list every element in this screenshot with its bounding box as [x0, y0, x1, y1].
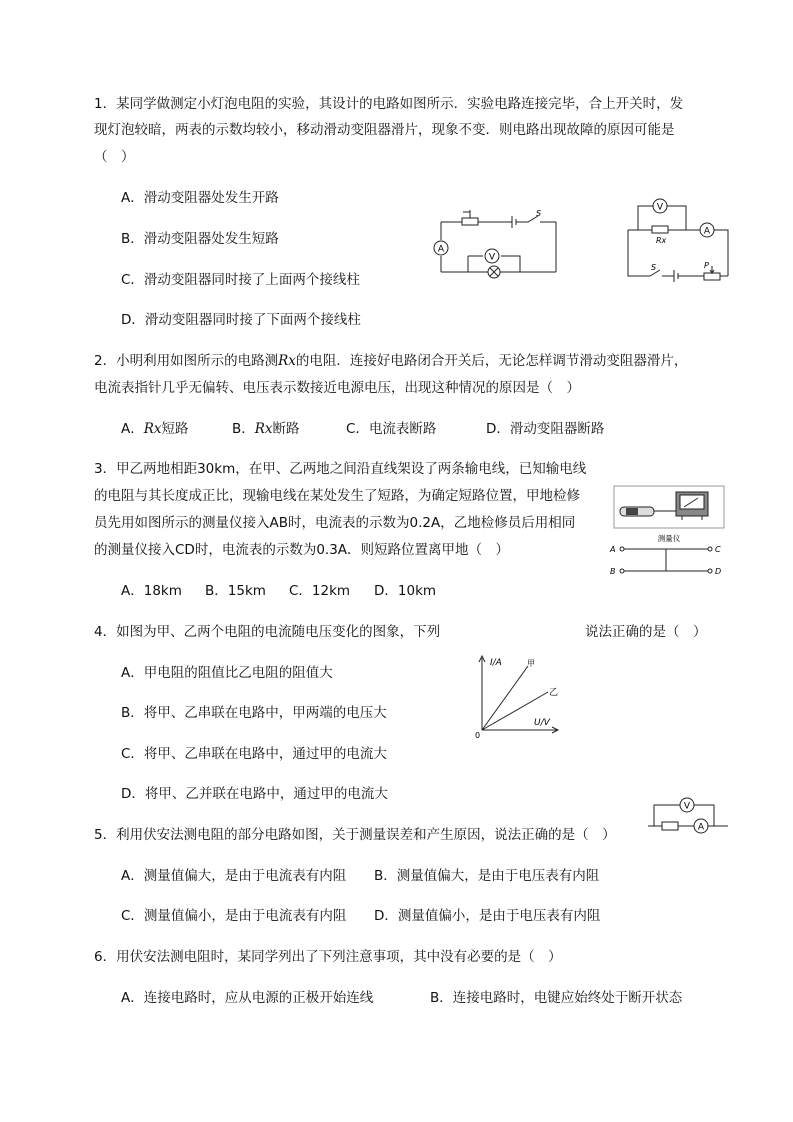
q1-option-c[interactable]: C．滑动变阻器同时接了上面两个接线柱 [121, 272, 360, 288]
q1-ammeter-icon [434, 241, 448, 255]
q3-text-line2: 的电阻与其长度成正比，现输电线在某处发生了短路，为确定短路位置，甲地检修 [94, 488, 580, 504]
q3-text-line4: 的测量仪接入CD时，电流表的示数为0.3A．则短路位置离甲地（ ） [94, 542, 510, 558]
svg-text:A: A [437, 244, 445, 255]
q5-option-a[interactable]: A．测量值偏大，是由于电流表有内阻 [121, 868, 347, 884]
q2-resistor-label: Rx [656, 236, 667, 245]
q6-text-line1: 6．用伏安法测电阻时，某同学列出了下列注意事项，其中没有必要的是（ ） [94, 949, 562, 965]
q1-lamp-icon [488, 266, 500, 278]
q1-text-line1: 1．某同学做测定小灯泡电阻的实验，其设计的电路如图所示．实验电路连接完毕，合上开关时，发 [94, 96, 684, 112]
q2-option-d[interactable]: D．滑动变阻器断路 [486, 421, 605, 437]
q3-option-d[interactable]: D．10km [374, 583, 437, 599]
q3-text-line3: 员先用如图所示的测量仪接入AB时，电流表的示数为0.2A，乙地检修员后用相同 [94, 515, 576, 531]
q3-option-c[interactable]: C．12km [289, 583, 351, 599]
q3-option-a[interactable]: A．18km [121, 583, 182, 599]
q5-text-line1: 5．利用伏安法测电阻的部分电路如图，关于测量误差和产生原因，说法正确的是（ ） [94, 827, 616, 843]
q4-y-axis-label: I/A [490, 658, 502, 668]
q5-option-b[interactable]: B．测量值偏大，是由于电压表有内阻 [374, 868, 600, 884]
q4-option-c[interactable]: C．将甲、乙串联在电路中，通过甲的电流大 [121, 746, 387, 762]
q1-switch-label: S [536, 209, 542, 218]
q4-origin-label: 0 [475, 731, 481, 740]
q4-option-d[interactable]: D．将甲、乙并联在电路中，通过甲的电流大 [121, 786, 388, 802]
q1-option-a[interactable]: A．滑动变阻器处发生开路 [121, 190, 279, 206]
q6-option-b[interactable]: B．连接电路时，电键应始终处于断开状态 [430, 990, 683, 1006]
q2-option-c[interactable]: C．电流表断路 [346, 421, 437, 437]
q2-text-line1: 2．小明利用如图所示的电路测Rx的电阻．连接好电路闭合开关后，无论怎样调节滑动变阻器滑片， [94, 353, 688, 369]
q2-voltmeter-icon [653, 199, 667, 213]
q3-terminal-c: C [715, 545, 721, 554]
q3-figure [606, 484, 732, 580]
q6-option-a[interactable]: A．连接电路时，应从电源的正极开始连线 [121, 990, 374, 1006]
q4-text-line1a: 4．如图为甲、乙两个电阻的电流随电压变化的图象，下列 [94, 624, 441, 640]
q4-series-yi-label: 乙 [549, 688, 559, 698]
q5-circuit-diagram [644, 796, 732, 836]
q1-option-b[interactable]: B．滑动变阻器处发生短路 [121, 231, 279, 247]
q3-terminal-a: A [610, 545, 616, 554]
q3-option-b[interactable]: B．15km [205, 583, 266, 599]
q4-option-b[interactable]: B．将甲、乙串联在电路中，甲两端的电压大 [121, 705, 387, 721]
q4-line-jia [482, 666, 528, 730]
q5-ammeter-icon [694, 819, 708, 833]
svg-text:A: A [697, 822, 705, 833]
q4-text-line1b: 说法正确的是（ ） [585, 624, 707, 640]
svg-text:V: V [683, 801, 691, 812]
q4-series-jia-label: 甲 [527, 659, 535, 668]
q2-switch-label: S [651, 263, 657, 272]
q3-terminal-d: D [715, 567, 722, 576]
q1-circuit-diagram [428, 204, 564, 284]
q1-option-d[interactable]: D．滑动变阻器同时接了下面两个接线柱 [121, 312, 361, 328]
svg-text:V: V [656, 202, 664, 213]
q5-option-c[interactable]: C．测量值偏小，是由于电流表有内阻 [121, 908, 347, 924]
q5-option-d[interactable]: D．测量值偏小，是由于电压表有内阻 [374, 908, 601, 924]
q1-text-line3: （ ） [94, 149, 135, 165]
q2-ammeter-icon [700, 223, 714, 237]
q1-text-line2: 现灯泡较暗，两表的示数均较小，移动滑动变阻器滑片，现象不变．则电路出现故障的原因可能是 [94, 122, 675, 138]
q3-terminal-b: B [610, 567, 616, 576]
q2-text-line2: 电流表指针几乎无偏转、电压表示数接近电源电压，出现这种情况的原因是（ ） [94, 380, 580, 396]
svg-text:V: V [488, 252, 496, 263]
q1-voltmeter-icon [485, 249, 499, 263]
q4-option-a[interactable]: A．甲电阻的阻值比乙电阻的阻值大 [121, 665, 333, 681]
q3-text-line1: 3．甲乙两地相距30km，在甲、乙两地之间沿直线架设了两条输电线，已知输电线 [94, 461, 587, 477]
q2-option-a[interactable]: A．Rx短路 [121, 421, 189, 437]
q2-option-b[interactable]: B．Rx断路 [232, 421, 300, 437]
q5-voltmeter-icon [680, 798, 694, 812]
q2-slider-label: P [704, 261, 709, 270]
q2-circuit-diagram [620, 196, 738, 286]
q4-iu-graph [470, 652, 566, 740]
svg-text:A: A [703, 226, 711, 237]
q3-instrument-label: 测量仪 [657, 534, 681, 543]
q4-x-axis-label: U/V [534, 718, 550, 728]
